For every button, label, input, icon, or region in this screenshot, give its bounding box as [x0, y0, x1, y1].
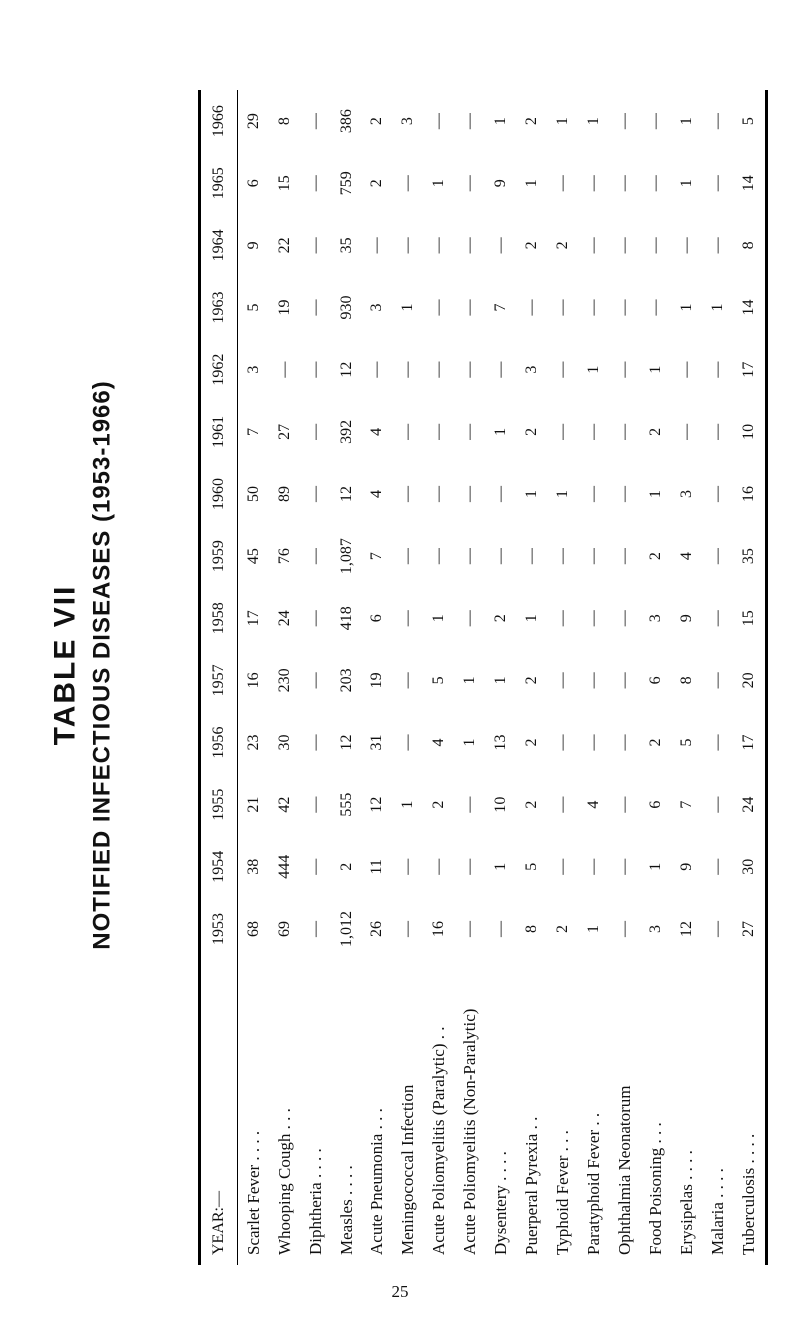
case-count: 392 [337, 419, 355, 444]
disease-name: Typhoid Fever . . . [552, 1130, 572, 1255]
case-count: — [399, 237, 417, 254]
year-header: 1962 [200, 339, 238, 401]
case-count: 7 [677, 800, 695, 809]
table-row [609, 90, 640, 1265]
case-count: 418 [337, 606, 355, 631]
case-count: 9 [677, 614, 695, 623]
table-row [702, 90, 733, 1265]
case-count: 2 [523, 676, 541, 685]
case-count: — [553, 361, 571, 378]
year-header: 1954 [200, 836, 238, 898]
case-count: 1 [708, 303, 726, 312]
case-count: 15 [275, 175, 293, 192]
case-count: 1 [584, 365, 602, 374]
case-count: — [553, 858, 571, 875]
case-count: 1 [461, 676, 479, 685]
disease-name: Food Poisoning . . . [645, 1122, 665, 1255]
case-count: — [399, 672, 417, 689]
disease-name: Acute Poliomyelitis (Paralytic) . . [429, 1026, 449, 1255]
case-count: 76 [275, 548, 293, 565]
year-header: 1964 [200, 214, 238, 276]
case-count: — [306, 361, 324, 378]
case-count: 2 [523, 241, 541, 250]
case-count: — [399, 610, 417, 627]
case-count: — [399, 920, 417, 937]
year-header: 1956 [200, 711, 238, 773]
case-count: — [553, 299, 571, 316]
case-count: — [708, 113, 726, 130]
case-count: — [461, 237, 479, 254]
case-count: 15 [740, 610, 758, 627]
case-count: — [708, 548, 726, 565]
page-title [18, 40, 148, 1290]
case-count: 1,012 [337, 910, 355, 947]
case-count: 68 [244, 920, 262, 937]
case-count: 89 [275, 485, 293, 502]
case-count: — [461, 361, 479, 378]
case-count: 3 [677, 489, 695, 498]
case-count: 1 [492, 427, 510, 436]
disease-name: Puerperal Pyrexia . . [522, 1116, 542, 1255]
case-count: — [523, 548, 541, 565]
case-count: 444 [275, 854, 293, 879]
case-count: 2 [492, 614, 510, 623]
case-count: 386 [337, 109, 355, 134]
case-count: 1 [646, 365, 664, 374]
case-count: — [646, 113, 664, 130]
case-count: — [615, 299, 633, 316]
case-count: — [615, 423, 633, 440]
case-count: 3 [646, 614, 664, 623]
case-count: — [368, 237, 386, 254]
case-count: 230 [275, 668, 293, 693]
case-count: 5 [523, 862, 541, 871]
year-header-label: YEAR:— [200, 960, 238, 1265]
year-header: 1961 [200, 401, 238, 463]
case-count: — [553, 423, 571, 440]
case-count: — [646, 175, 664, 192]
case-count: 69 [275, 920, 293, 937]
table-row [331, 90, 362, 1265]
case-count: 5 [740, 117, 758, 126]
disease-name: Paratyphoid Fever . . [583, 1112, 603, 1255]
case-count: 2 [337, 862, 355, 871]
case-count: — [399, 734, 417, 751]
case-count: 23 [244, 734, 262, 751]
case-count: 16 [430, 920, 448, 937]
case-count: — [708, 858, 726, 875]
case-count: 3 [646, 924, 664, 933]
case-count: 12 [368, 796, 386, 813]
case-count: — [461, 423, 479, 440]
case-count: 4 [368, 489, 386, 498]
case-count: 1 [677, 179, 695, 188]
case-count: — [677, 237, 695, 254]
case-count: — [615, 113, 633, 130]
case-count: — [306, 796, 324, 813]
case-count: 14 [740, 299, 758, 316]
case-count: 35 [740, 548, 758, 565]
case-count: 12 [677, 920, 695, 937]
year-header: 1960 [200, 463, 238, 525]
case-count: 1 [492, 676, 510, 685]
table-row [517, 90, 548, 1265]
case-count: — [430, 237, 448, 254]
disease-name: Diphtheria . . . . [305, 1148, 325, 1255]
year-header: 1959 [200, 525, 238, 587]
case-count: 1 [430, 614, 448, 623]
disease-rows [238, 90, 767, 1265]
case-count: — [306, 175, 324, 192]
case-count: — [584, 485, 602, 502]
case-count: 1 [677, 117, 695, 126]
case-count: — [615, 610, 633, 627]
disease-name: Malaria . . . . [707, 1168, 727, 1255]
case-count: — [461, 175, 479, 192]
case-count: 17 [740, 734, 758, 751]
table-row [733, 90, 766, 1265]
case-count: — [461, 858, 479, 875]
case-count: 26 [368, 920, 386, 937]
case-count: — [615, 672, 633, 689]
case-count: 2 [368, 117, 386, 126]
table-row [640, 90, 671, 1265]
disease-table [198, 90, 768, 1265]
case-count: — [615, 920, 633, 937]
case-count: 12 [337, 734, 355, 751]
case-count: — [399, 361, 417, 378]
case-count: 2 [646, 552, 664, 561]
disease-name: Ophthalmia Neonatorum [614, 1085, 634, 1255]
case-count: 17 [244, 610, 262, 627]
case-count: 555 [337, 792, 355, 817]
case-count: — [306, 610, 324, 627]
case-count: — [615, 361, 633, 378]
case-count: — [492, 920, 510, 937]
case-count: — [430, 858, 448, 875]
disease-name: Meningococcal Infection [398, 1084, 418, 1255]
disease-name: Acute Poliomyelitis (Non-Paralytic) [460, 1008, 480, 1255]
disease-name: Erysipelas . . . . [676, 1150, 696, 1255]
case-count: — [584, 299, 602, 316]
case-count: 1 [584, 924, 602, 933]
table-row [362, 90, 393, 1265]
case-count: — [399, 548, 417, 565]
case-count: — [461, 920, 479, 937]
case-count: 50 [244, 485, 262, 502]
case-count: 6 [646, 676, 664, 685]
year-header: 1963 [200, 276, 238, 338]
case-count: 7 [492, 303, 510, 312]
case-count: — [368, 361, 386, 378]
case-count: 8 [275, 117, 293, 126]
case-count: 1 [553, 117, 571, 126]
case-count: — [553, 734, 571, 751]
case-count: — [306, 858, 324, 875]
case-count: 16 [244, 672, 262, 689]
case-count: 14 [740, 175, 758, 192]
case-count: 1 [646, 489, 664, 498]
case-count: 4 [677, 552, 695, 561]
case-count: 1 [523, 614, 541, 623]
case-count: 27 [740, 920, 758, 937]
case-count: — [708, 796, 726, 813]
case-count: 9 [244, 241, 262, 250]
case-count: — [553, 796, 571, 813]
case-count: — [306, 237, 324, 254]
case-count: 35 [337, 237, 355, 254]
case-count: — [677, 423, 695, 440]
case-count: 7 [368, 552, 386, 561]
case-count: 30 [275, 734, 293, 751]
case-count: — [646, 299, 664, 316]
case-count: — [708, 672, 726, 689]
year-header: 1965 [200, 152, 238, 214]
case-count: 20 [740, 672, 758, 689]
case-count: — [461, 113, 479, 130]
case-count: — [492, 361, 510, 378]
case-count: — [275, 361, 293, 378]
case-count: — [615, 858, 633, 875]
table-row [578, 90, 609, 1265]
case-count: — [553, 610, 571, 627]
case-count: 5 [677, 738, 695, 747]
case-count: 1 [553, 489, 571, 498]
case-count: — [584, 858, 602, 875]
case-count: 2 [646, 738, 664, 747]
case-count: — [306, 734, 324, 751]
case-count: — [615, 548, 633, 565]
case-count: 2 [523, 117, 541, 126]
case-count: — [492, 548, 510, 565]
table-row [486, 90, 517, 1265]
case-count: 19 [368, 672, 386, 689]
case-count: 31 [368, 734, 386, 751]
case-count: — [615, 237, 633, 254]
case-count: — [306, 485, 324, 502]
table-row [548, 90, 579, 1265]
case-count: — [708, 361, 726, 378]
case-count: — [399, 858, 417, 875]
table-row [455, 90, 486, 1265]
case-count: — [461, 485, 479, 502]
case-count: — [430, 423, 448, 440]
case-count: — [584, 610, 602, 627]
case-count: 9 [677, 862, 695, 871]
case-count: — [306, 920, 324, 937]
case-count: 16 [740, 485, 758, 502]
case-count: — [708, 237, 726, 254]
case-count: 6 [646, 800, 664, 809]
table-subtitle: NOTIFIED INFECTIOUS DISEASES (1953-1966) [89, 380, 116, 950]
case-count: 1 [461, 738, 479, 747]
table-row [424, 90, 455, 1265]
case-count: 4 [368, 427, 386, 436]
case-count: 1 [584, 117, 602, 126]
case-count: — [430, 548, 448, 565]
case-count: — [523, 299, 541, 316]
case-count: — [708, 423, 726, 440]
case-count: 930 [337, 295, 355, 320]
case-count: — [306, 423, 324, 440]
case-count: 1 [646, 862, 664, 871]
case-count: 2 [523, 800, 541, 809]
case-count: 42 [275, 796, 293, 813]
case-count: 19 [275, 299, 293, 316]
case-count: 1 [399, 800, 417, 809]
table-row [269, 90, 300, 1265]
table-row [393, 90, 424, 1265]
case-count: — [553, 175, 571, 192]
case-count: — [492, 237, 510, 254]
case-count: 1 [492, 862, 510, 871]
case-count: 8 [677, 676, 695, 685]
table-row [671, 90, 702, 1265]
case-count: 11 [368, 859, 386, 875]
case-count: 1 [523, 489, 541, 498]
page-number: 25 [391, 1282, 409, 1301]
disease-name: Whooping Cough . . . [274, 1108, 294, 1255]
case-count: — [430, 485, 448, 502]
case-count: 6 [368, 614, 386, 623]
case-count: — [615, 796, 633, 813]
case-count: 8 [740, 241, 758, 250]
case-count: — [306, 113, 324, 130]
case-count: 4 [430, 738, 448, 747]
disease-name: Tuberculosis . . . . [739, 1133, 759, 1255]
case-count: 6 [244, 179, 262, 188]
case-count: 1 [430, 179, 448, 188]
case-count: 5 [430, 676, 448, 685]
case-count: — [584, 734, 602, 751]
table-title: TABLE VII [49, 584, 82, 746]
case-count: — [584, 237, 602, 254]
case-count: 29 [244, 113, 262, 130]
case-count: 5 [244, 303, 262, 312]
case-count: 12 [337, 485, 355, 502]
case-count: 8 [523, 924, 541, 933]
case-count: — [430, 361, 448, 378]
case-count: — [584, 175, 602, 192]
case-count: — [553, 672, 571, 689]
case-count: — [708, 920, 726, 937]
case-count: — [306, 299, 324, 316]
year-header: 1966 [200, 90, 238, 152]
case-count: — [306, 672, 324, 689]
table-row [238, 90, 270, 1265]
case-count: 38 [244, 858, 262, 875]
case-count: — [461, 299, 479, 316]
disease-name: Measles . . . . [336, 1165, 356, 1255]
case-count: 12 [337, 361, 355, 378]
case-count: 24 [275, 610, 293, 627]
case-count: — [461, 548, 479, 565]
case-count: — [584, 423, 602, 440]
case-count: 2 [646, 427, 664, 436]
case-count: — [584, 672, 602, 689]
case-count: 10 [492, 796, 510, 813]
case-count: 759 [337, 171, 355, 196]
case-count: 1 [492, 117, 510, 126]
case-count: 1,087 [337, 538, 355, 575]
case-count: 22 [275, 237, 293, 254]
case-count: 2 [553, 241, 571, 250]
case-count: 17 [740, 361, 758, 378]
case-count: — [461, 610, 479, 627]
case-count: 2 [523, 738, 541, 747]
case-count: 1 [677, 303, 695, 312]
case-count: 2 [430, 800, 448, 809]
case-count: 203 [337, 668, 355, 693]
case-count: 3 [523, 365, 541, 374]
case-count: — [708, 734, 726, 751]
case-count: — [708, 175, 726, 192]
disease-name: Scarlet Fever . . . . [243, 1130, 263, 1255]
case-count: — [584, 548, 602, 565]
disease-name: Dysentery . . . . [491, 1151, 511, 1255]
case-count: — [615, 734, 633, 751]
table-row [300, 90, 331, 1265]
year-header: 1958 [200, 587, 238, 649]
year-header: 1957 [200, 649, 238, 711]
case-count: — [461, 796, 479, 813]
case-count: 1 [523, 179, 541, 188]
year-header: 1955 [200, 774, 238, 836]
case-count: 4 [584, 800, 602, 809]
case-count: — [708, 610, 726, 627]
case-count: 13 [492, 734, 510, 751]
case-count: 2 [553, 924, 571, 933]
case-count: 10 [740, 423, 758, 440]
case-count: — [615, 485, 633, 502]
case-count: 21 [244, 796, 262, 813]
case-count: — [677, 361, 695, 378]
case-count: 24 [740, 796, 758, 813]
case-count: 30 [740, 858, 758, 875]
case-count: 3 [368, 303, 386, 312]
case-count: — [615, 175, 633, 192]
disease-name: Acute Pneumonia . . . [367, 1108, 387, 1255]
case-count: — [399, 485, 417, 502]
case-count: 3 [244, 365, 262, 374]
case-count: 3 [399, 117, 417, 126]
disease-table-wrap [198, 90, 768, 1265]
case-count: 2 [523, 427, 541, 436]
case-count: — [399, 175, 417, 192]
case-count: — [306, 548, 324, 565]
case-count: 45 [244, 548, 262, 565]
case-count: — [708, 485, 726, 502]
case-count: 9 [492, 179, 510, 188]
case-count: — [492, 485, 510, 502]
year-header-row [200, 90, 238, 1265]
case-count: 7 [244, 427, 262, 436]
case-count: 2 [368, 179, 386, 188]
case-count: — [399, 423, 417, 440]
case-count: 27 [275, 423, 293, 440]
case-count: — [430, 299, 448, 316]
case-count: — [553, 548, 571, 565]
year-header: 1953 [200, 898, 238, 960]
case-count: — [646, 237, 664, 254]
case-count: — [430, 113, 448, 130]
case-count: 1 [399, 303, 417, 312]
